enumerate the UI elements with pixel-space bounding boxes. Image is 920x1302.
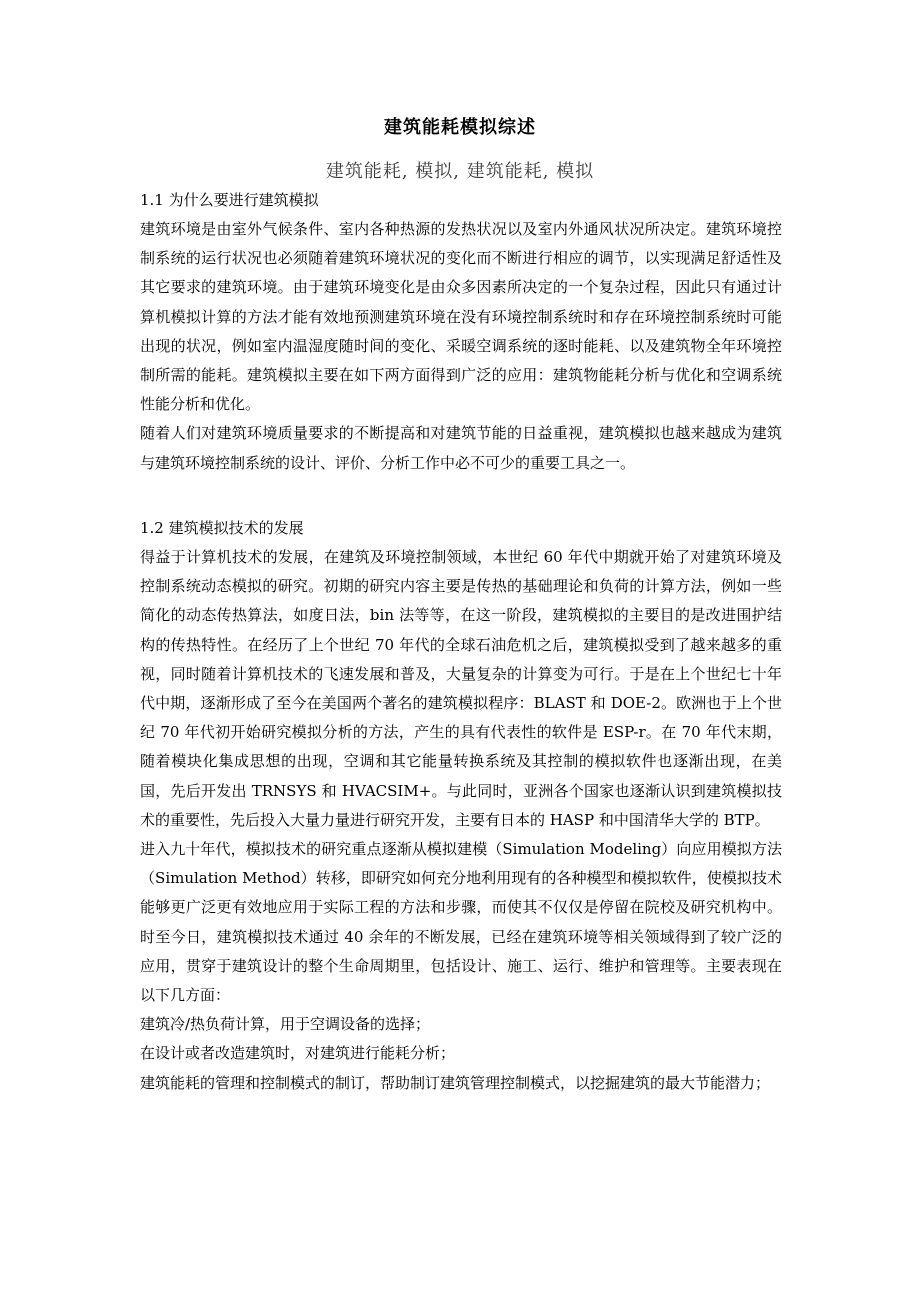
section-heading-1-2: 1.2 建筑模拟技术的发展 bbox=[140, 519, 304, 537]
document-keywords: 建筑能耗, 模拟, 建筑能耗, 模拟 bbox=[325, 161, 595, 182]
paragraph: 进入九十年代，模拟技术的研究重点逐渐从模拟建模（Simulation Modeling）向应用模拟方法（Simulation Method）转移，即研究如何充分地利用现有的各种模型和模拟软件，使模拟技术能够更广泛更有效地应用于实际工程的方法和步骤，而使其不仅仅是停留在院校及研究机构中。时至今日，建筑模拟技术通过 40 余年的不断发展，已经在建筑环境等相关领域得到了较广泛的应用，贯穿于建筑设计的整个生命周期里，包括设计、施工、运行、维护和管理等。主要表现在以下几方面： bbox=[140, 840, 782, 1005]
list-item: 在设计或者改造建筑时，对建筑进行能耗分析； bbox=[140, 1044, 456, 1063]
section-body-1-1 bbox=[140, 215, 782, 478]
list-item: 建筑冷/热负荷计算，用于空调设备的选择； bbox=[140, 1015, 431, 1034]
section-heading-1-1: 1.1 为什么要进行建筑模拟 bbox=[140, 191, 319, 209]
paragraph: 得益于计算机技术的发展，在建筑及环境控制领域，本世纪 60 年代中期就开始了对建筑环境及控制系统动态模拟的研究。初期的研究内容主要是传热的基础理论和负荷的计算方法，例如一些简化的动态传热算法，如度日法，bin 法等等，在这一阶段，建筑模拟的主要目的是改进围护结构的传热特性。在经历了上个世纪 70 年代的全球石油危机之后，建筑模拟受到了越来越多的重视，同时随着计算机技术的飞速发展和普及，大量复杂的计算变为可行。于是在上个世纪七十年代中期，逐渐形成了至今在美国两个著名的建筑模拟程序：BLAST 和 DOE-2。欧洲也于上个世纪 70 年代初开始研究模拟分析的方法，产生的具有代表性的软件是 ESP-r。在 70 年代末期，随着模块化集成思想的出现，空调和其它能量转换系统及其控制的模拟软件也逐渐出现，在美国，先后开发出 TRNSYS 和 HVACSIM+。与此同时，亚洲各个国家也逐渐认识到建筑模拟技术的重要性，先后投入大量力量进行研究开发，主要有日本的 HASP 和中国清华大学的 BTP。 bbox=[140, 548, 782, 829]
section-body-1-2 bbox=[140, 543, 782, 1098]
paragraph: 随着人们对建筑环境质量要求的不断提高和对建筑节能的日益重视，建筑模拟也越来越成为建筑与建筑环境控制系统的设计、评价、分析工作中必不可少的重要工具之一。 bbox=[140, 424, 782, 472]
list-item: 建筑能耗的管理和控制模式的制订，帮助制订建筑管理控制模式，以挖掘建筑的最大节能潜力； bbox=[140, 1073, 771, 1092]
document-title: 建筑能耗模拟综述 bbox=[384, 117, 536, 138]
paragraph: 建筑环境是由室外气候条件、室内各种热源的发热状况以及室内外通风状况所决定。建筑环境控制系统的运行状况也必须随着建筑环境状况的变化而不断进行相应的调节，以实现满足舒适性及其它要求的建筑环境。由于建筑环境变化是由众多因素所决定的一个复杂过程，因此只有通过计算机模拟计算的方法才能有效地预测建筑环境在没有环境控制系统时和存在环境控制系统时可能出现的状况，例如室内温湿度随时间的变化、采暖空调系统的逐时能耗、以及建筑物全年环境控制所需的能耗。建筑模拟主要在如下两方面得到广泛的应用：建筑物能耗分析与优化和空调系统性能分析和优化。 bbox=[140, 220, 782, 414]
